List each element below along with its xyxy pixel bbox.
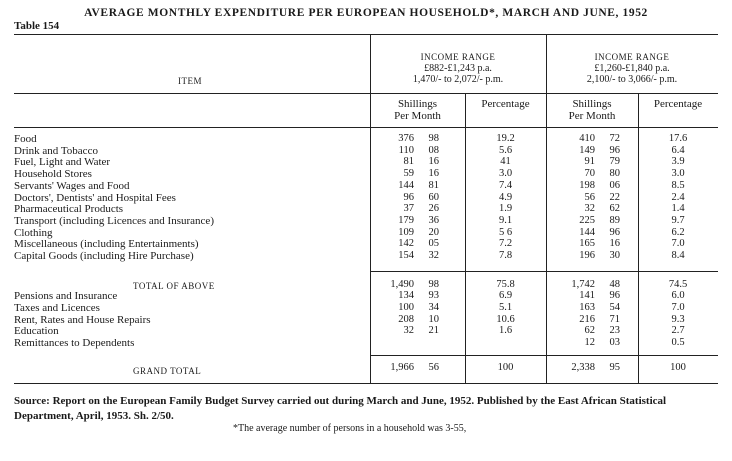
- row-item: Servants' Wages and Food: [14, 179, 130, 192]
- row-p2: 3.9: [671, 156, 685, 168]
- row-p2: 3.0: [671, 168, 685, 180]
- row-item: Transport (including Licences and Insurance): [14, 214, 214, 227]
- grand-total-rule-top: [370, 355, 718, 356]
- total-d2: 48: [609, 279, 620, 290]
- row-item: Pensions and Insurance: [14, 290, 118, 302]
- grand-p1: 100: [497, 362, 514, 373]
- grand-d1: 56: [428, 362, 439, 373]
- income-range-1: INCOME RANGE £882-£1,243 p.a. 1,470/- to 2,072/- p.m.: [412, 52, 504, 85]
- row-p1: 9.1: [498, 214, 513, 226]
- percentage-header-1: Percentage: [481, 98, 530, 110]
- row-p1: 1.9: [498, 203, 513, 215]
- row-s2: 91: [584, 156, 595, 168]
- shillings-header-1: Shillings Per Month: [394, 98, 441, 122]
- row-s2: 216: [579, 313, 595, 325]
- row-s2: 12: [584, 337, 595, 349]
- row-s2: 410: [579, 133, 595, 144]
- row-item: Taxes and Licences: [14, 301, 100, 314]
- total-rule: [370, 271, 718, 272]
- row-p1: 6.9: [498, 290, 513, 301]
- row-p2: 7.0: [671, 301, 685, 313]
- row-s2: 32: [584, 203, 595, 215]
- row-d1: 05: [428, 238, 439, 250]
- row-s1: 100: [398, 301, 414, 313]
- row-item: Drink and Tobacco: [14, 144, 98, 157]
- row-s2: 56: [584, 191, 595, 203]
- bottom-rule: [14, 383, 718, 384]
- row-s2: 62: [584, 325, 595, 337]
- row-p1: 41: [500, 156, 511, 168]
- row-s2: 144: [579, 226, 595, 238]
- row-d2: 96: [609, 226, 620, 238]
- grand-s1: 1,966: [390, 362, 414, 373]
- row-s2: 225: [579, 214, 595, 226]
- income-range-2: INCOME RANGE £1,260-£1,840 p.a. 2,100/- to 3,066/- p.m.: [586, 52, 678, 85]
- row-p2: 6.2: [671, 226, 685, 238]
- row-d2: 71: [609, 313, 620, 325]
- row-p2: 1.4: [671, 203, 685, 215]
- row-p2: 0.5: [671, 337, 685, 349]
- row-d2: 22: [609, 191, 620, 203]
- source-note: Source: Report on the European Family Budget Survey carried out during March and June, 1952. Published by the East African Statistical Department, April, 1953. Sh. 2/50.: [14, 395, 667, 422]
- row-item: Rent, Rates and House Repairs: [14, 313, 151, 326]
- row-d2: 30: [609, 250, 620, 261]
- row-d1: 32: [428, 250, 439, 261]
- row-s2: 163: [579, 301, 595, 313]
- grand-p2: 100: [670, 362, 686, 373]
- subheader-rule: [14, 127, 718, 128]
- top-rule: [14, 34, 718, 35]
- row-d1: 36: [428, 214, 439, 226]
- total-s1: 1,490: [390, 279, 414, 290]
- row-p1: 5.6: [498, 144, 513, 156]
- row-s1: 134: [398, 290, 414, 301]
- row-d2: 89: [609, 214, 620, 226]
- row-d2: 54: [609, 301, 620, 313]
- row-p2: 8.4: [671, 250, 685, 261]
- table-number: Table 154: [14, 20, 60, 32]
- row-p2: 9.7: [671, 214, 685, 226]
- header-rule: [14, 93, 718, 94]
- row-item: Clothing: [14, 226, 53, 239]
- row-d2: 62: [609, 203, 620, 215]
- total-s2: 1,742: [571, 279, 595, 290]
- row-d2: 79: [609, 156, 620, 168]
- row-p2: 7.0: [671, 238, 685, 250]
- total-p1: 75.8: [496, 279, 515, 290]
- row-s1: 37: [403, 203, 414, 215]
- row-p1: 3.0: [498, 168, 513, 180]
- row-s1: 110: [398, 144, 414, 156]
- row-p2: 2.7: [671, 325, 685, 337]
- row-d1: 16: [428, 168, 439, 180]
- row-item: Education: [14, 325, 59, 338]
- row-p2: 17.6: [668, 133, 688, 144]
- row-s2: 165: [579, 238, 595, 250]
- row-p2: 2.4: [671, 191, 685, 203]
- grand-d2: 95: [609, 362, 620, 373]
- row-p2: 9.3: [671, 313, 685, 325]
- row-s2: 70: [584, 168, 595, 180]
- row-s1: 144: [398, 179, 414, 191]
- row-d1: 21: [428, 325, 439, 337]
- row-s1: 208: [398, 313, 414, 325]
- footnote: *The average number of persons in a household was 3-55,: [233, 423, 467, 434]
- row-d2: 96: [609, 144, 620, 156]
- row-d2: 06: [609, 179, 620, 191]
- table-title: AVERAGE MONTHLY EXPENDITURE PER EUROPEAN HOUSEHOLD*, MARCH AND JUNE, 1952: [84, 7, 648, 19]
- row-item: Pharmaceutical Products: [14, 203, 124, 216]
- item-header: ITEM: [178, 76, 202, 86]
- row-p2: 8.5: [671, 179, 685, 191]
- row-d2: 96: [609, 290, 620, 301]
- grand-s2: 2,338: [571, 362, 595, 373]
- row-d1: 98: [428, 133, 439, 144]
- row-item: Miscellaneous (including Entertainments): [14, 238, 199, 251]
- grand-total-label: GRAND TOTAL: [133, 366, 202, 376]
- row-item: Remittances to Dependents: [14, 337, 135, 350]
- row-s1: 154: [398, 250, 414, 261]
- row-item: Fuel, Light and Water: [14, 156, 111, 169]
- row-s1: 96: [403, 191, 414, 203]
- row-d2: 80: [609, 168, 620, 180]
- row-d2: 03: [609, 337, 620, 349]
- row-s1: 109: [398, 226, 414, 238]
- row-d1: 16: [428, 156, 439, 168]
- row-p1: 5 6: [498, 226, 513, 238]
- row-p1: 7.8: [498, 250, 513, 261]
- row-d1: 81: [428, 179, 439, 191]
- row-p1: 4.9: [498, 191, 513, 203]
- row-p1: 7.2: [498, 238, 513, 250]
- row-s1: 59: [403, 168, 414, 180]
- row-d1: 93: [428, 290, 439, 301]
- row-s1: 32: [403, 325, 414, 337]
- row-item: Food: [14, 133, 37, 145]
- total-label: TOTAL OF ABOVE: [133, 281, 215, 291]
- row-s1: 142: [398, 238, 414, 250]
- row-d1: 26: [428, 203, 439, 215]
- row-d2: 16: [609, 238, 620, 250]
- row-s2: 149: [579, 144, 595, 156]
- row-s1: 179: [398, 214, 414, 226]
- row-s1: 376: [398, 133, 414, 144]
- row-d2: 72: [609, 133, 620, 144]
- row-d1: 08: [428, 144, 439, 156]
- row-d1: 10: [428, 313, 439, 325]
- shillings-header-2: Shillings Per Month: [568, 98, 616, 122]
- row-s2: 141: [579, 290, 595, 301]
- row-p2: 6.4: [671, 144, 685, 156]
- row-item: Doctors', Dentists' and Hospital Fees: [14, 191, 176, 204]
- row-s1: 81: [403, 156, 414, 168]
- row-d2: 23: [609, 325, 620, 337]
- row-p1: 7.4: [498, 179, 513, 191]
- row-p1: 10.6: [496, 313, 515, 325]
- row-d1: 34: [428, 301, 439, 313]
- row-s2: 196: [579, 250, 595, 261]
- row-item: Capital Goods (including Hire Purchase): [14, 250, 194, 262]
- row-item: Household Stores: [14, 168, 92, 181]
- row-d1: 20: [428, 226, 439, 238]
- row-p1: 19.2: [496, 133, 515, 144]
- total-p2: 74.5: [668, 279, 688, 290]
- row-d1: 60: [428, 191, 439, 203]
- row-p1: 5.1: [498, 301, 513, 313]
- percentage-header-2: Percentage: [653, 98, 703, 110]
- total-d1: 98: [428, 279, 439, 290]
- row-s2: 198: [579, 179, 595, 191]
- row-p1: 1.6: [498, 325, 513, 337]
- row-p2: 6.0: [671, 290, 685, 301]
